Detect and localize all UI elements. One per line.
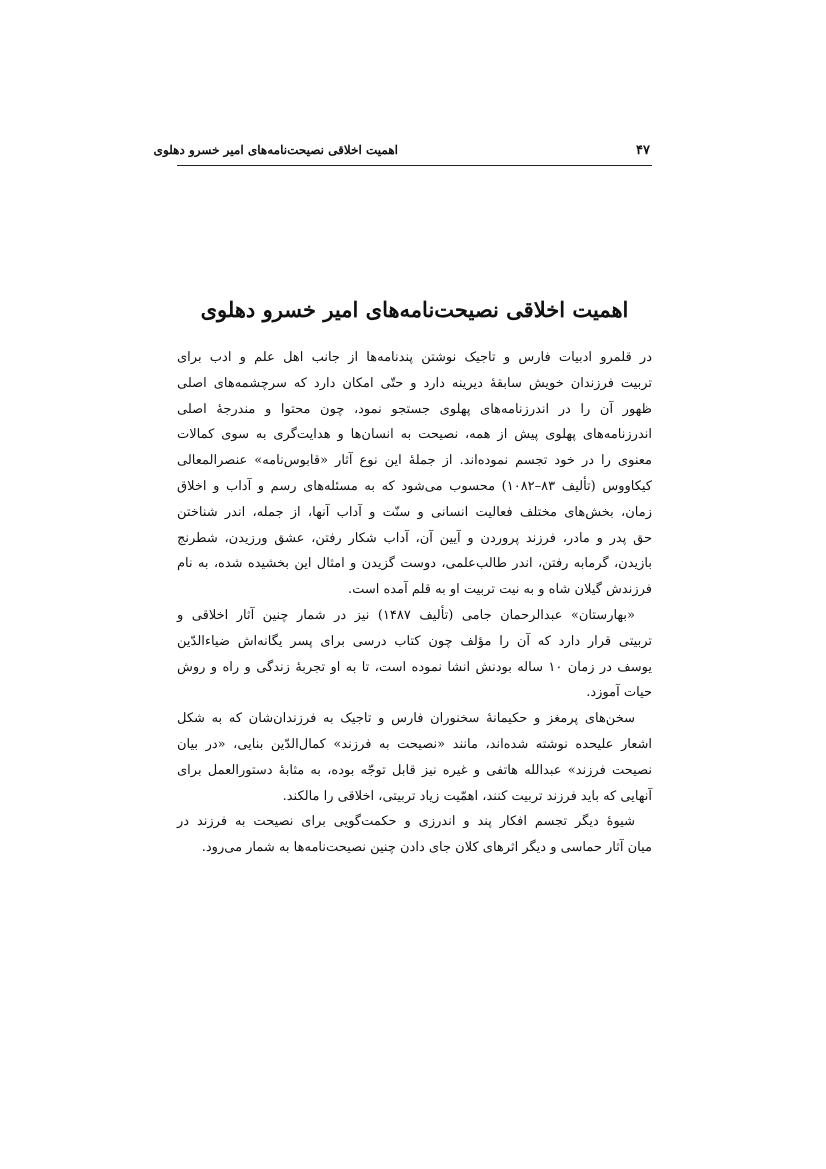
- text-line: زمان، بخش‌های مختلف فعالیت انسانی و سنّت و آداب آنها، از جمله، اندر شناختن: [177, 504, 652, 520]
- paragraph-4: [177, 809, 652, 861]
- body-text: [177, 345, 652, 861]
- text-line: «بهارستان» عبدالرحمان جامی (تألیف ۱۴۸۷) نیز در شمار چنین آثار اخلاقی و: [177, 607, 635, 623]
- text-line: در قلمرو ادبیات فارس و تاجیک نوشتن پندنامه‌ها از جانب اهل علم و ادب برای: [177, 350, 652, 365]
- header-divider: [177, 165, 652, 166]
- text-line: حیات آموزد.: [586, 685, 652, 701]
- page-number: ۴۷: [636, 143, 650, 158]
- text-line: ظهور آن را در اندرزنامه‌های پهلوی جستجو نمود، چون محتوا و مندرجهٔ اصلی: [177, 401, 652, 417]
- paragraph-2: [177, 603, 652, 706]
- text-line: معنوی را در خود تجسم نموده‌اند. از جملهٔ این نوع آثار «قابوس‌نامه» عنصرالمعالی: [177, 453, 652, 469]
- text-line: یوسف در زمان ۱۰ ساله بودنش انشا نموده است، تا به او تجربهٔ زندگی و راه و روش: [177, 659, 652, 675]
- text-line: اشعار علیحده نوشته شده‌اند، مانند «نصیحت به فرزند» کمال‌الدّین بنایی، «در بیان: [177, 736, 652, 752]
- text-line: بازیدن، گرمابه رفتن، اندر طالب‌علمی، دوست گزیدن و امثال این بخشیده شده، به نام: [177, 556, 652, 572]
- paragraph-1: [177, 345, 652, 603]
- text-line: سخن‌های پرمغز و حکیمانهٔ سخنوران فارس و تاجیک به فرزندان‌شان که به شکل: [177, 711, 635, 727]
- paragraph-3: [177, 706, 652, 809]
- text-line: فرزندش گیلان شاه و به نیت تربیت او به قلم آمده است.: [347, 582, 652, 598]
- text-line: حق پدر و مادر، فرزند پروردن و آیین آن، آداب شکار رفتن، عشق ورزیدن، شطرنج: [177, 530, 652, 546]
- text-line: تربیت فرزندان خویش سابقهٔ دیرینه دارد و حتّی امکان دارد که سرچشمه‌های اصلی: [177, 375, 652, 391]
- text-line: آنهایی که باید فرزند تربیت کنند، اهمّیت زیاد تربیتی، اخلاقی را مالکند.: [282, 788, 652, 804]
- text-line: اندرزنامه‌های پهلوی پیش از همه، نصیحت به انسان‌ها و هدایت‌گری به سوی کمالات: [177, 427, 652, 443]
- running-header: [153, 140, 652, 166]
- text-line: میان آثار حماسی و دیگر اثرهای کلان جای دادن چنین نصیحت‌نامه‌ها به شمار می‌رود.: [201, 840, 652, 856]
- text-line: نصیحت فرزند» عبدالله هاتفی و غیره نیز قابل توجّه بوده، به مثابهٔ دستورالعمل برای: [177, 762, 652, 778]
- text-line: کیکاووس (تألیف ۸۳–۱۰۸۲) محسوب می‌شود که به مسئله‌های رسم و آداب و اخلاق: [177, 478, 652, 494]
- running-title: اهمیت اخلاقی نصیحت‌نامه‌های امیر خسرو دهلوی: [153, 143, 398, 157]
- text-line: تربیتی قرار دارد که آن را مؤلف چون کتاب درسی برای پسر یگانه‌اش ضیاءالدّین: [177, 633, 652, 649]
- text-line: شیوهٔ دیگر تجسم افکار پند و اندرزی و حکمت‌گویی برای نصیحت به فرزند در: [177, 814, 635, 830]
- chapter-title: اهمیت اخلاقی نصیحت‌نامه‌های امیر خسرو دهلوی: [200, 297, 629, 322]
